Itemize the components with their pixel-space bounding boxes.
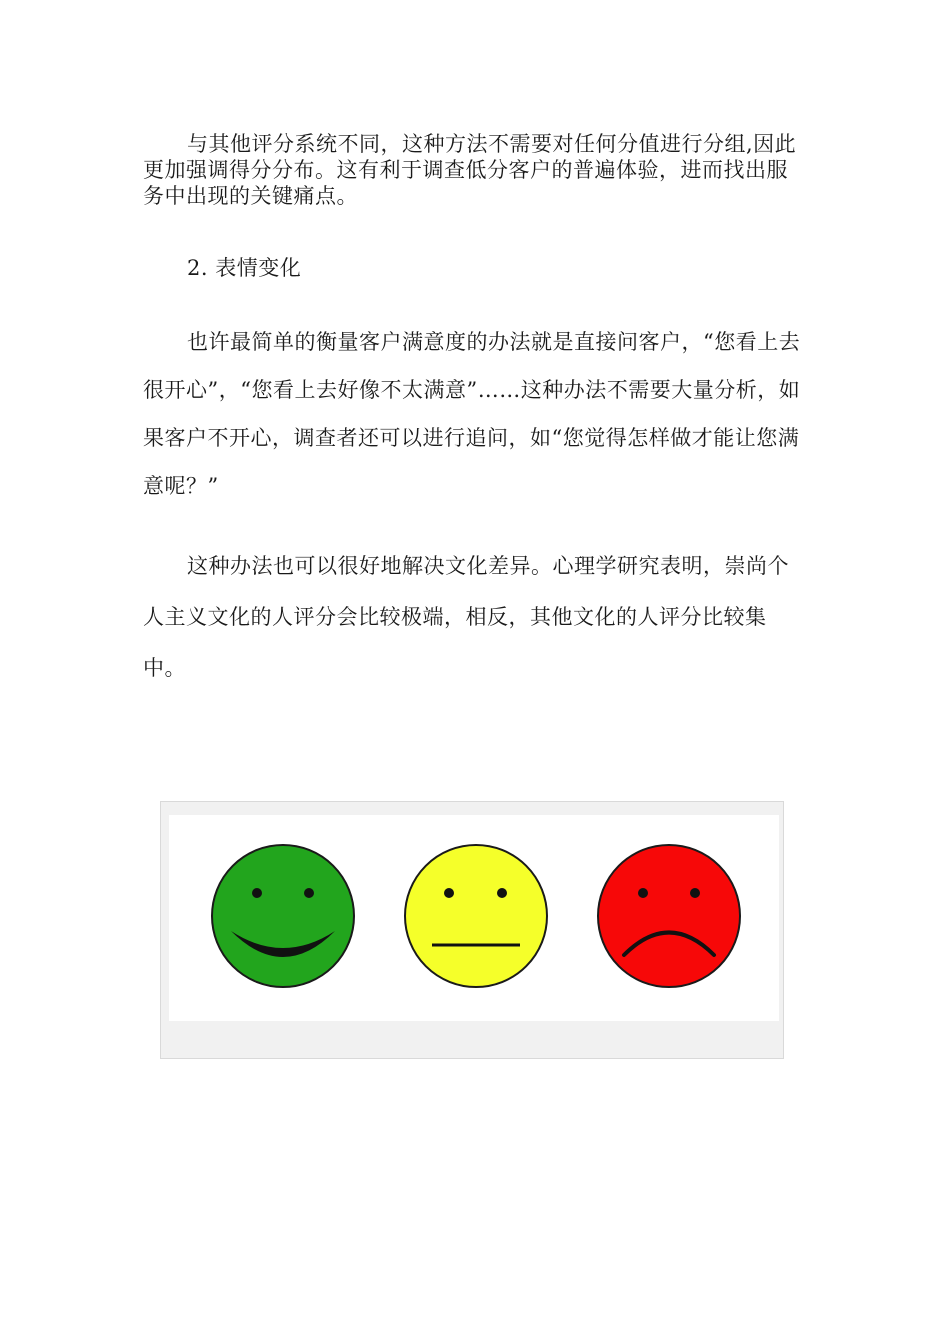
emoji-faces-svg <box>169 815 779 1021</box>
emoji-rating-figure <box>160 801 784 1059</box>
section-heading-expression-change: 2. 表情变化 <box>187 256 302 280</box>
paragraph-score-distribution: 与其他评分系统不同，这种方法不需要对任何分值进行分组,因此更加强调得分分布。这有利于调查低分客户的普遍体验，进而找出服务中出现的关键痛点。 <box>143 132 797 208</box>
happy-face-icon <box>212 845 354 987</box>
paragraph-ask-customer: 也许最简单的衡量客户满意度的办法就是直接问客户，“您看上去很开心”，“您看上去好像不太满意”……这种办法不需要大量分析，如果客户不开心，调查者还可以进行追问，如“您觉得怎样做才能让您满意呢？” <box>143 330 801 498</box>
paragraph-cultural-difference: 这种办法也可以很好地解决文化差异。心理学研究表明，崇尚个人主义文化的人评分会比较极端，相反，其他文化的人评分比较集中。 <box>143 554 789 680</box>
emoji-rating-panel <box>169 815 779 1021</box>
sad-face-icon <box>598 845 740 987</box>
neutral-face-icon <box>405 845 547 987</box>
